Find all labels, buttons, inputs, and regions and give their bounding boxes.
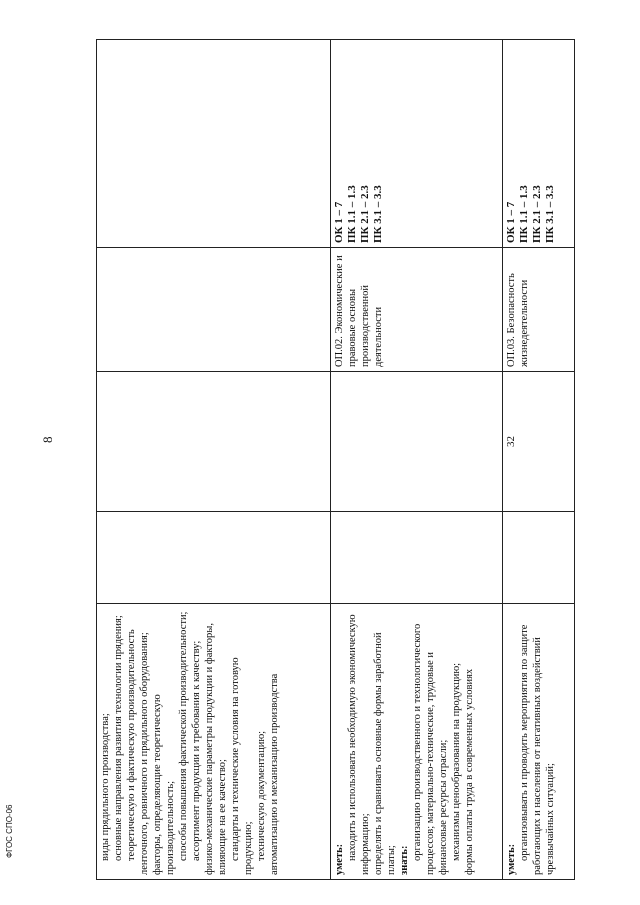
discipline-cell: ОП.02. Экономические и правовые основы производственной деятельности [331, 248, 503, 372]
competency-code: ПК 3.1 – 3.3 [544, 185, 556, 243]
skills-heading: уметь: [506, 843, 517, 875]
competency-code: ПК 3.1 – 3.3 [372, 185, 384, 243]
list-item: техническую документацию; [256, 730, 267, 861]
list-item: определять и сравнивать основные формы заработной платы; [373, 632, 397, 875]
competency-code: ОК 1 – 7 [333, 201, 345, 243]
list-item: теоретическую и фактическую производительность ленточного, ровничного и прядильного оборудования; факторы, определяющие теоретическую производительность; [126, 629, 176, 875]
list-item: организовывать и проводить мероприятия по защите работающих и населения от негативных воздействий чрезвычайных ситуаций; [519, 624, 556, 875]
hours-cell [97, 372, 331, 512]
table-row [331, 40, 503, 880]
list-item: способы повышения фактической производительности; [178, 611, 189, 861]
list-item: ассортимент продукции и требования к качеству; физико-механические параметры продукции и факторы, влияющие на ее качество; [191, 623, 228, 875]
competency-code: ПК 1.1 – 1.3 [346, 185, 358, 243]
page-number: 8 [40, 436, 55, 443]
competency-code: ПК 2.1 – 2.3 [531, 185, 543, 243]
list-item: находить и использовать необходимую экономическую информацию; [347, 614, 371, 875]
competencies-cell [331, 40, 503, 248]
competency-code: ПК 2.1 – 2.3 [359, 185, 371, 243]
list-item: организацию производственного и технологического процессов; материально-технические, трудовые и финансовые ресурсы отрасли; [412, 623, 449, 875]
competency-code: ОК 1 – 7 [505, 201, 517, 243]
competencies-cell [503, 40, 575, 248]
list-item: виды прядильного производства; [100, 713, 111, 861]
max-hours-cell [97, 512, 331, 604]
knowledge-heading: знать: [399, 845, 410, 875]
list-item: стандарты и технические условия на готовую продукцию; [230, 657, 254, 875]
skills-heading: уметь: [334, 843, 345, 875]
discipline-cell [97, 248, 331, 372]
requirements-cell [331, 604, 503, 880]
list-item: формы оплаты труда в современных условиях [464, 668, 475, 875]
table-row [503, 40, 575, 880]
max-hours-cell [331, 512, 503, 604]
list-item: основные направления развития технологии прядения; [113, 615, 124, 861]
table-row [97, 40, 331, 880]
list-item: механизмы ценообразования на продукцию; [451, 662, 462, 861]
rotated-page [96, 40, 574, 880]
footer-code: ФГОС СПО-06 [5, 804, 14, 858]
list-item: автоматизацию и механизацию производства [269, 673, 280, 875]
requirements-cell [97, 604, 331, 880]
discipline-cell: ОП.03. Безопасность жизнедеятельности [503, 248, 575, 372]
standards-table [96, 39, 575, 880]
competency-code: ПК 1.1 – 1.3 [518, 185, 530, 243]
requirements-cell [503, 604, 575, 880]
hours-cell: 32 [503, 372, 575, 512]
max-hours-cell [503, 512, 575, 604]
competencies-cell [97, 40, 331, 248]
hours-cell [331, 372, 503, 512]
